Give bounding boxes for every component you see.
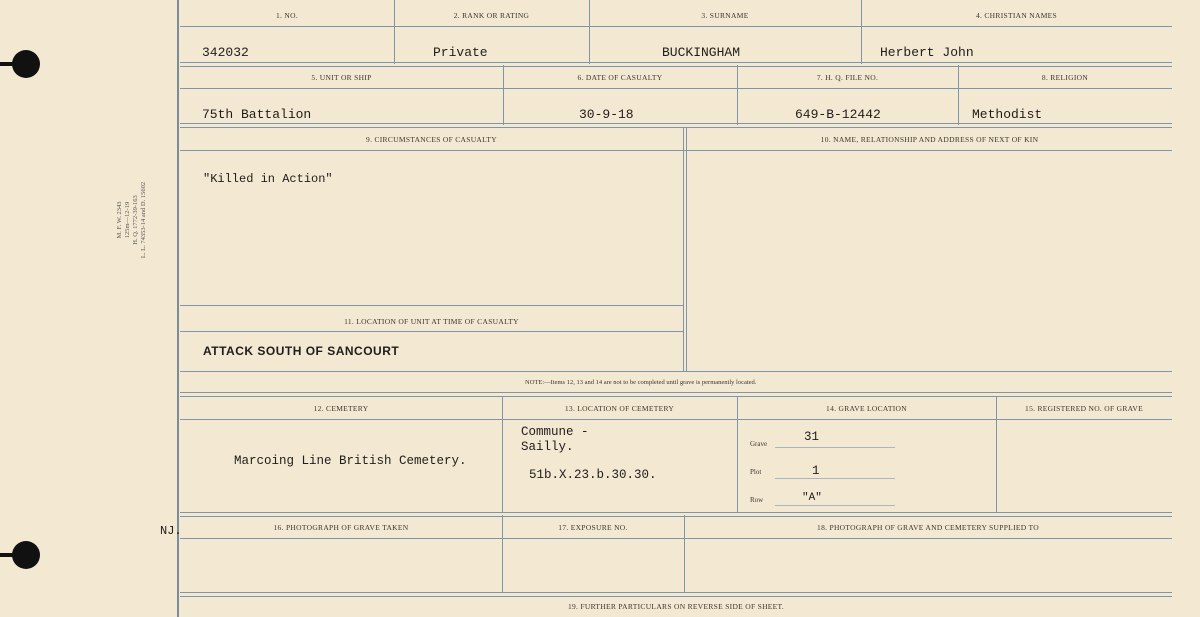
value-rank: Private	[433, 45, 488, 60]
rule	[737, 396, 738, 513]
value-religion: Methodist	[972, 107, 1043, 122]
value-row: "A"	[802, 492, 822, 504]
value-commune: Commune -	[521, 425, 589, 439]
value-hq-file: 649-B-12442	[795, 107, 881, 122]
value-cemetery: Marcoing Line British Cemetery.	[234, 454, 467, 468]
rule	[502, 396, 503, 513]
rule	[180, 150, 1172, 151]
rule	[996, 396, 997, 513]
rule	[775, 447, 895, 448]
punch-hole-tab	[0, 553, 18, 557]
rule	[589, 0, 590, 64]
label-row: Row	[750, 496, 764, 504]
value-surname: BUCKINGHAM	[662, 45, 741, 60]
value-map-reference: 51b.X.23.b.30.30.	[529, 468, 657, 482]
value-no: 342032	[202, 45, 249, 60]
rule	[394, 0, 395, 64]
rule	[180, 371, 1172, 372]
label-plot: Plot	[750, 468, 762, 476]
punch-hole-tab	[0, 62, 18, 66]
rule	[180, 592, 1172, 597]
header-grave-location: 14. GRAVE LOCATION	[826, 404, 907, 413]
rule	[180, 123, 1172, 128]
value-unit: 75th Battalion	[202, 107, 312, 122]
rule	[861, 0, 862, 64]
header-cemetery: 12. CEMETERY	[313, 404, 369, 413]
header-circumstances: 9. CIRCUMSTANCES OF CASUALTY	[366, 135, 497, 144]
header-rank: 2. RANK OR RATING	[453, 11, 530, 20]
form-code: M. F. W. 2343 125m—12-19 H. Q. 1772-39-163 L. L. 74353-14 and D. 15602	[116, 181, 147, 259]
rule	[180, 331, 683, 332]
header-date-casualty: 6. DATE OF CASUALTY	[577, 73, 663, 82]
header-location-unit: 11. LOCATION OF UNIT AT TIME OF CASUALTY	[344, 317, 519, 326]
rule	[180, 538, 1172, 539]
rule	[686, 127, 687, 371]
header-photograph-taken: 16. PHOTOGRAPH OF GRAVE TAKEN	[273, 523, 409, 532]
rule	[775, 478, 895, 479]
value-location-unit: ATTACK SOUTH OF SANCOURT	[203, 344, 400, 358]
header-next-of-kin: 10. NAME, RELATIONSHIP AND ADDRESS OF NEXT OF KIN	[820, 135, 1039, 144]
label-grave: Grave	[750, 440, 768, 448]
rule	[775, 505, 895, 506]
header-location-cemetery: 13. LOCATION OF CEMETERY	[564, 404, 675, 413]
rule	[180, 88, 1172, 89]
header-photograph-supplied: 18. PHOTOGRAPH OF GRAVE AND CEMETERY SUPPLIED TO	[817, 523, 1039, 532]
header-registered-no: 15. REGISTERED NO. OF GRAVE	[1025, 404, 1143, 413]
value-date-casualty: 30-9-18	[579, 107, 634, 122]
rule	[180, 419, 1172, 420]
value-circumstances: "Killed in Action"	[203, 172, 333, 186]
rule	[683, 127, 684, 371]
footer-further-particulars: 19. FURTHER PARTICULARS ON REVERSE SIDE OF SHEET.	[567, 602, 785, 611]
rule	[180, 512, 1172, 517]
header-unit: 5. UNIT OR SHIP	[311, 73, 372, 82]
value-plot: 1	[812, 464, 820, 478]
header-surname: 3. SURNAME	[701, 11, 749, 20]
header-hq-file: 7. H. Q. FILE NO.	[816, 73, 879, 82]
header-exposure-no: 17. EXPOSURE NO.	[558, 523, 628, 532]
value-commune-name: Sailly.	[521, 440, 574, 454]
nj-mark: NJ.	[160, 524, 182, 538]
value-grave: 31	[804, 430, 820, 444]
rule	[180, 305, 683, 306]
rule	[180, 26, 1172, 27]
header-religion: 8. RELIGION	[1041, 73, 1089, 82]
header-no: 1. NO.	[275, 11, 298, 20]
note-text: NOTE:—Items 12, 13 and 14 are not to be completed until grave is permanently located.	[525, 379, 757, 386]
value-christian-names: Herbert John	[880, 45, 974, 60]
rule	[180, 62, 1172, 67]
rule	[180, 392, 1172, 397]
header-christian-names: 4. CHRISTIAN NAMES	[975, 11, 1058, 20]
